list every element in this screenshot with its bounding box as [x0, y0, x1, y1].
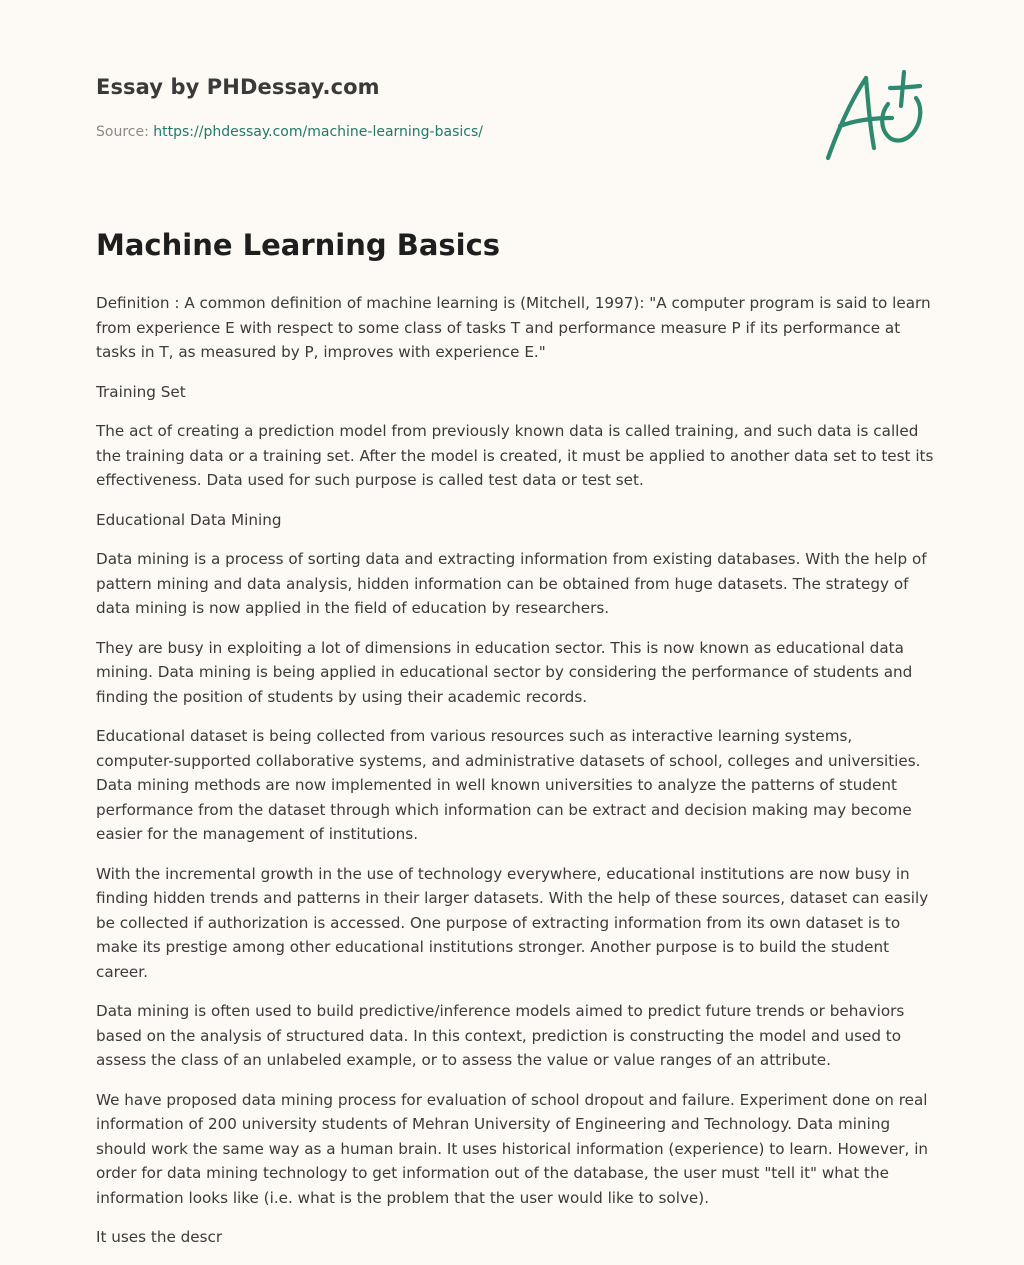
source-link[interactable]: https://phdessay.com/machine-learning-basics/ — [153, 124, 483, 140]
essay-content — [96, 226, 934, 1265]
paragraph-incremental-growth: With the incremental growth in the use of technology everywhere, educational institutions are now busy in finding hidden trends and patterns in their larger datasets. With the help of these sources, dataset can easily be collected if authorization is accessed. One purpose of extracting information from its own dataset is to make its prestige among other educational institutions stronger. Another purpose is to build the student career. — [96, 864, 929, 981]
subheading-educational-data-mining: Educational Data Mining — [96, 510, 282, 529]
source-label: Source: — [96, 124, 154, 140]
a-plus-logo-icon — [822, 68, 926, 166]
paragraph-data-mining: Data mining is a process of sorting data and extracting information from existing databases. With the help of pattern mining and data analysis, hidden information can be obtained from huge datasets. The strategy of data mining is now applied in the field of education by researchers. — [96, 550, 927, 617]
page-header — [96, 0, 936, 200]
paragraph-truncated: It uses the descr — [96, 1228, 223, 1246]
paragraph-educational-dataset: Educational dataset is being collected from various resources such as interactive learning systems, computer-supported collaborative systems, and administrative datasets of school, colleges and universities. Data mining methods are now implemented in well known universities to analyze the patterns of student performance from the dataset through which information can be extract and decision making may become easier for the management of institutions. — [96, 727, 921, 843]
source-line — [96, 124, 483, 140]
essay-title: Machine Learning Basics — [96, 228, 501, 262]
brand-title: Essay by PHDessay.com — [96, 75, 380, 99]
paragraph-predictive-models: Data mining is often used to build predictive/inference models aimed to predict future trends or behaviors based on the analysis of structured data. In this context, prediction is constructing the model and used to assess the class of an unlabeled example, or to assess the value or value ranges of an attribute. — [96, 1002, 905, 1069]
paragraph-definition: Definition : A common definition of machine learning is (Mitchell, 1997): "A computer program is said to learn from experience E with respect to some class of tasks T and performance measure P if its performance at tasks in T, as measured by P, improves with experience E." — [96, 294, 931, 361]
subheading-training-set: Training Set — [96, 382, 186, 401]
paragraph-training: The act of creating a prediction model from previously known data is called training, and such data is called the training data or a training set. After the model is created, it must be applied to another data set to test its effectiveness. Data used for such purpose is called test data or test set. — [96, 422, 934, 489]
paragraph-education-sector: They are busy in exploiting a lot of dimensions in education sector. This is now known as educational data mining. Data mining is being applied in educational sector by considering the performance of students and finding the position of students by using their academic records. — [96, 638, 913, 706]
paragraph-proposed-process: We have proposed data mining process for evaluation of school dropout and failure. Experiment done on real information of 200 university students of Mehran University of Engineering and Technology. Data mining should work the same way as a human brain. It uses historical information (experience) to learn. However, in order for data mining technology to get information out of the database, the user must "tell it" what the information looks like (i.e. what is the problem that the user would like to solve). — [96, 1090, 929, 1207]
